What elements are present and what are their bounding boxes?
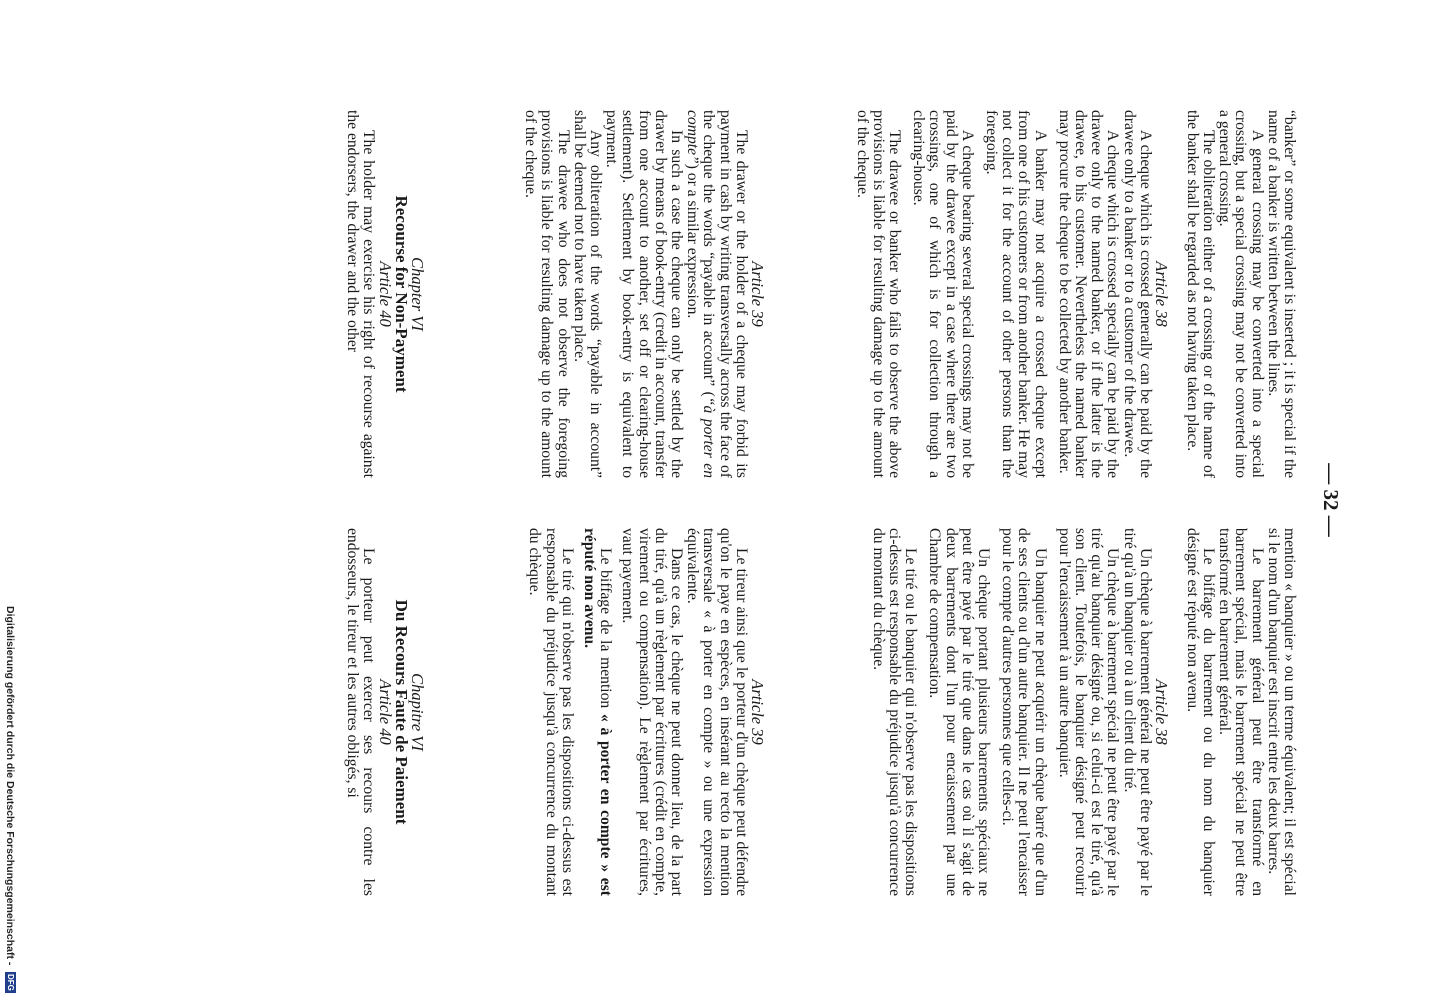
english-paragraph: “banker” or some equivalent is inserted ; it is special if the name of a banker is written between the lines. <box>1264 110 1298 478</box>
english-paragraph: The drawee who does not observe the foregoing provisions is liable for resulting damage up to the amount of the cheque. <box>522 110 572 478</box>
english-article-38 <box>853 110 1169 478</box>
text-span: ) or a similar expression. <box>684 163 702 319</box>
dfg-logo: DFG <box>6 974 15 992</box>
french-paragraph: Le tiré ou le banquier qui n'observe pas les dispositions ci-dessus est responsable du préjudice jusqu'à concurrence du montant du chèque. <box>869 528 920 896</box>
italic-term: “à porter en compte” <box>684 110 718 478</box>
credit-text: Digitalisierung gefördert durch die Deutsche Forschungsgemeinschaft - <box>4 606 16 966</box>
french-paragraph: mention « banquier » ou un terme équivalent; il est spécial si le nom d'un banquier est inscrit entre les deux barres. <box>1264 528 1298 896</box>
bold-term: « à porter en compte » est réputé non avenu. <box>580 528 615 896</box>
french-paragraph: Un chèque à barrement général ne peut être payé par le tiré qu'à un banquier ou à un client du tiré. <box>1120 528 1154 896</box>
french-paragraph: Le porteur peut exercer ses recours contre les endosseurs, le tireur et les autres obligés, si <box>344 528 378 896</box>
article-39-heading: Article 39 <box>748 679 767 745</box>
french-article-39 <box>526 528 765 896</box>
article-39-heading: Article 39 <box>748 261 767 327</box>
english-paragraph: A cheque bearing several special crossings may not be paid by the drawee except in a case where there are two crossings, one of which is for collection through a clearing-house. <box>910 110 976 478</box>
article-40-heading: Article 40 <box>375 679 395 745</box>
text-span: The drawer or the holder of a cheque may forbid its payment in cash by writing transversally across the face of the cheque the words “payable in account” ( <box>700 110 750 478</box>
chapter-label: Chapter VI <box>408 257 427 331</box>
french-paragraph: Un chèque à barrement spécial ne peut être payé par le tiré qu'au banquier désigné ou, si celui-ci est le tiré, qu'à son client. Toutefois, le banquier désigné peut recourir pour l'encaissement à un autre banquier. <box>1055 528 1122 896</box>
english-paragraph: A banker may not acquire a crossed cheque except from one of his customers or from another banker. He may not collect it for the account of other persons than the foregoing. <box>982 110 1049 478</box>
english-paragraph: In such a case the cheque can only be settled by the drawer by means of book-entry (credit in account, transfer from one account to another, set off or clearing-house settlement). Settlement by book-entry is equivalent to payment. <box>603 110 685 478</box>
french-paragraph: Le barrement général peut être transformé en barrement spécial, mais le barrement spécial ne peut être transformé en barrement général. <box>1216 528 1266 896</box>
english-intro <box>1184 110 1297 478</box>
french-paragraph: Un banquier ne peut acquérir un chèque barré que d'un de ses clients ou d'un autre banquier. Il ne peut l'encaisser pour le compte d'autres personnes que celles-ci. <box>999 528 1049 896</box>
french-paragraph <box>581 528 613 896</box>
article-38-heading: Article 38 <box>1152 679 1171 745</box>
chapter-title: Recourse for Non-Payment <box>391 195 411 393</box>
english-paragraph <box>684 110 749 478</box>
english-paragraph: A general crossing may be converted into a special crossing, but a special crossing may not be converted into a general crossing. <box>1216 110 1266 478</box>
english-paragraph: The drawee or banker who fails to observe the above provisions is liable for resulting damage up to the amount of the cheque. <box>853 110 903 478</box>
article-40-heading: Article 40 <box>375 261 395 327</box>
french-intro <box>1184 528 1297 896</box>
chapter-title: Du Recours Faute de Paiement <box>391 599 411 825</box>
chapter-label: Chapitre VI <box>408 673 427 751</box>
english-paragraph: The obliteration either of a crossing or of the name of the banker shall be regarded as not having taken place. <box>1183 110 1217 478</box>
article-38-heading: Article 38 <box>1152 261 1171 327</box>
page-number: — 32 — <box>1319 463 1343 537</box>
french-chapter-6 <box>344 528 425 896</box>
french-paragraph: Un chèque portant plusieurs barrements spéciaux ne peut être payé par le tiré que dans le cas où il s'agit de deux barrements dont l'un pour encaissement par une Chambre de compensation. <box>926 528 992 896</box>
french-paragraph: Le tireur ainsi que le porteur d'un chèque peut défendre qu'on le paye en espèces, en insérant au recto la mention transversale « à porter en compte » ou une expression équivalente. <box>684 528 750 896</box>
digitization-credit <box>4 606 16 993</box>
french-paragraph: Le biffage du barrement ou du nom du banquier désigné est réputé non avenu. <box>1183 528 1217 896</box>
english-article-39 <box>522 110 765 478</box>
rotated-page <box>139 110 1343 896</box>
text-span: Le biffage de la mention <box>597 548 615 714</box>
english-paragraph: Any obliteration of the words “payable in account” shall be deemed not to have taken place. <box>570 110 604 478</box>
french-paragraph: Dans ce cas, le chèque ne peut donner lieu, de la part du tiré, qu'à un règlement par écritures (crédit en compte, virement ou compensation). Le règlement par écritures, vaut payement. <box>619 528 685 896</box>
english-chapter-6 <box>344 110 425 478</box>
english-paragraph: The holder may exercise his right of recourse against the endorsers, the drawer and the other <box>344 110 378 478</box>
english-paragraph: A cheque which is crossed specially can be paid by the drawee only to the named banker, or if the latter is the drawee, to his customer. Nevertheless the named banker may procure the cheque to be collected by another banker. <box>1055 110 1122 478</box>
french-paragraph: Le tiré qui n'observe pas les dispositions ci-dessus est responsable du préjudice jusqu'à concurrence du montant du chèque. <box>526 528 576 896</box>
french-article-38 <box>870 528 1169 896</box>
english-paragraph: A cheque which is crossed generally can be paid by the drawee only to a banker or to a customer of the drawee. <box>1120 110 1154 478</box>
